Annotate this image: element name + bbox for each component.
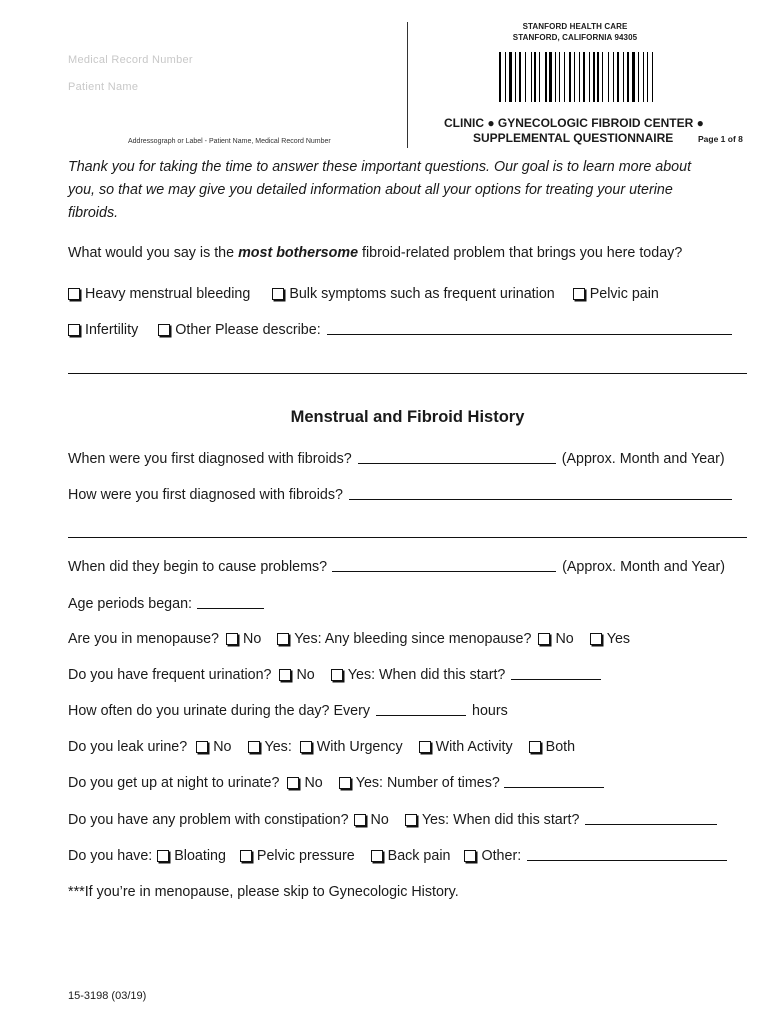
other-symptom-checkbox[interactable]: Other:	[464, 848, 521, 864]
periods-question: Age periods began:	[68, 596, 193, 612]
checkbox-icon	[287, 777, 299, 789]
diagnosed-when-question: When were you first diagnosed with fibroids?	[68, 451, 352, 467]
menopause-no-checkbox[interactable]: No	[226, 631, 261, 647]
checkbox-icon	[590, 633, 602, 645]
constipation-question: Do you have any problem with constipation?	[68, 812, 349, 828]
leak-urgency-checkbox[interactable]: With Urgency	[300, 739, 403, 755]
infertility-checkbox[interactable]: Infertility	[68, 322, 138, 338]
checkbox-icon	[158, 324, 170, 336]
checkbox-icon	[371, 850, 383, 862]
urination-question: Do you have frequent urination?	[68, 667, 272, 683]
form-number: 15-3198 (03/19)	[68, 990, 147, 1002]
barcode	[499, 52, 657, 102]
night-no-checkbox[interactable]: No	[287, 775, 322, 791]
night-yes-checkbox[interactable]: Yes: Number of times?	[339, 775, 500, 791]
night-times-field[interactable]	[504, 786, 604, 788]
checkbox-icon	[68, 324, 80, 336]
bulk-symptoms-checkbox[interactable]: Bulk symptoms such as frequent urination	[272, 286, 554, 302]
often-hours-field[interactable]	[376, 714, 466, 716]
checkbox-icon	[300, 741, 312, 753]
bleeding-no-checkbox[interactable]: No	[538, 631, 573, 647]
addressograph-label: Addressograph or Label - Patient Name, Medical Record Number	[128, 138, 331, 145]
checkbox-icon	[354, 814, 366, 826]
periods-age-field[interactable]	[197, 607, 264, 609]
clinic-title: CLINIC ● GYNECOLOGIC FIBROID CENTER ●	[444, 116, 704, 130]
urination-no-checkbox[interactable]: No	[279, 667, 314, 683]
problems-field[interactable]	[332, 570, 556, 572]
section-title: Menstrual and Fibroid History	[290, 408, 525, 426]
checkbox-icon	[464, 850, 476, 862]
intro-text: Thank you for taking the time to answer these important questions. Our goal is to learn more about you, so that we may give you detailed information about all your options for treating your uterine fibroids.	[68, 159, 692, 221]
other-symptom-field[interactable]	[527, 859, 727, 861]
bleeding-yes-checkbox[interactable]: Yes	[590, 631, 630, 647]
leak-both-checkbox[interactable]: Both	[529, 739, 575, 755]
org-address: STANFORD, CALIFORNIA 94305	[512, 33, 638, 42]
urination-start-field[interactable]	[511, 678, 601, 680]
leak-question: Do you leak urine?	[68, 739, 188, 755]
other-describe-line-2[interactable]	[68, 373, 747, 374]
back-pain-checkbox[interactable]: Back pain	[371, 848, 451, 864]
checkbox-icon	[226, 633, 238, 645]
checkbox-icon	[272, 288, 284, 300]
checkbox-icon	[405, 814, 417, 826]
night-question: Do you get up at night to urinate?	[68, 775, 280, 791]
leak-no-checkbox[interactable]: No	[196, 739, 231, 755]
problems-hint: (Approx. Month and Year)	[562, 559, 726, 575]
form-title: SUPPLEMENTAL QUESTIONNAIRE	[473, 131, 674, 145]
checkbox-icon	[419, 741, 431, 753]
checkbox-icon	[240, 850, 252, 862]
checkbox-icon	[277, 633, 289, 645]
pelvic-pain-checkbox[interactable]: Pelvic pain	[573, 286, 659, 302]
diagnosed-how-question: How were you first diagnosed with fibroids?	[68, 487, 343, 503]
checkbox-icon	[573, 288, 585, 300]
problems-question: When did they begin to cause problems?	[68, 559, 328, 575]
org-name: STANFORD HEALTH CARE	[522, 22, 628, 31]
menopause-yes-checkbox[interactable]: Yes: Any bleeding since menopause?	[277, 631, 531, 647]
checkbox-icon	[339, 777, 351, 789]
leak-activity-checkbox[interactable]: With Activity	[419, 739, 513, 755]
diagnosed-how-field[interactable]	[349, 498, 732, 500]
heavy-bleeding-checkbox[interactable]: Heavy menstrual bleeding	[68, 286, 250, 302]
constipation-no-checkbox[interactable]: No	[354, 812, 389, 828]
other-describe-field[interactable]	[327, 333, 732, 335]
diagnosed-how-line-2[interactable]	[68, 537, 747, 538]
checkbox-icon	[331, 669, 343, 681]
constipation-start-field[interactable]	[585, 823, 717, 825]
checkbox-icon	[68, 288, 80, 300]
checkbox-icon	[538, 633, 550, 645]
checkbox-icon	[157, 850, 169, 862]
patient-name-label: Patient Name	[68, 81, 139, 93]
other-checkbox[interactable]: Other Please describe:	[158, 322, 320, 338]
menopause-note: ***If you’re in menopause, please skip to Gynecologic History.	[68, 884, 459, 900]
often-suffix: hours	[472, 703, 508, 719]
have-question: Do you have:	[68, 848, 153, 864]
diagnosed-when-field[interactable]	[358, 462, 556, 464]
diagnosed-when-hint: (Approx. Month and Year)	[561, 451, 725, 467]
checkbox-icon	[248, 741, 260, 753]
often-question: How often do you urinate during the day? Every	[68, 703, 371, 719]
pelvic-pressure-checkbox[interactable]: Pelvic pressure	[240, 848, 355, 864]
header-divider	[407, 22, 408, 148]
mrn-label: Medical Record Number	[68, 54, 193, 66]
bothersome-question: What would you say is the most bothersome fibroid-related problem that brings you here today?	[68, 245, 683, 261]
constipation-yes-checkbox[interactable]: Yes: When did this start?	[405, 812, 580, 828]
leak-yes-checkbox[interactable]: Yes:	[248, 739, 292, 755]
bloating-checkbox[interactable]: Bloating	[157, 848, 226, 864]
checkbox-icon	[529, 741, 541, 753]
urination-yes-checkbox[interactable]: Yes: When did this start?	[331, 667, 506, 683]
menopause-question: Are you in menopause?	[68, 631, 220, 647]
page-number: Page 1 of 8	[698, 134, 743, 144]
checkbox-icon	[279, 669, 291, 681]
checkbox-icon	[196, 741, 208, 753]
